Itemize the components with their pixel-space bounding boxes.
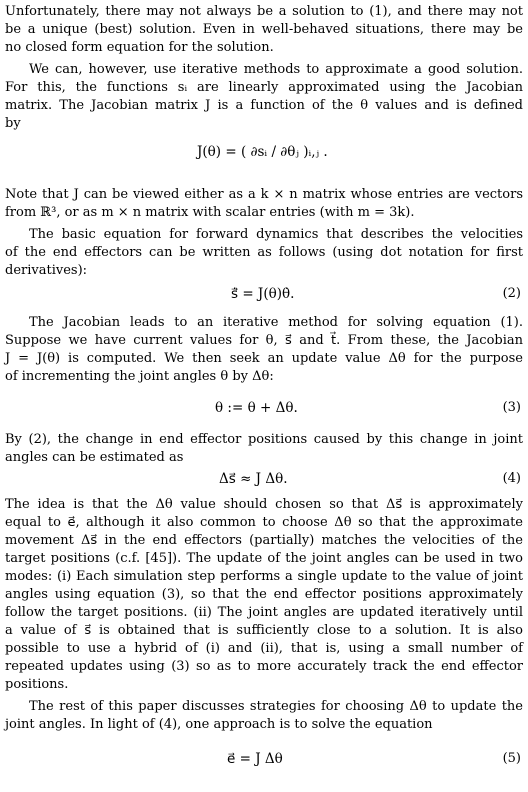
text-line: For this, the functions sᵢ are linearly approximated using the Jacobian — [5, 80, 523, 95]
equation-jacobian — [5, 143, 523, 173]
text-line: a value of s⃗ is obtained that is sufficiently close to a solution. It is also — [5, 623, 523, 638]
text-line: Note that J can be viewed either as a k × n matrix whose entries are vectors — [5, 187, 523, 202]
equation-number: (4) — [502, 471, 521, 486]
equation-5 — [5, 750, 523, 780]
text-line: be a unique (best) solution. Even in well-behaved situations, there may be — [5, 22, 523, 37]
text-line: of incrementing the joint angles θ by Δθ: — [5, 369, 274, 384]
text-line: target positions (c.f. [45]). The update of the joint angles can be used in two — [5, 551, 523, 566]
text-line: We can, however, use iterative methods to approximate a good solution. — [29, 62, 523, 77]
text-line: The idea is that the Δθ value should chosen so that Δs⃗ is approximately — [5, 497, 523, 512]
text-line: of the end effectors can be written as follows (using dot notation for first — [5, 245, 523, 260]
text-line: possible to use a hybrid of (i) and (ii), that is, using a small number of — [5, 641, 523, 656]
equation-body: s⃗̇ = J(θ)θ̇. — [231, 286, 295, 302]
text-line: Suppose we have current values for θ, s⃗ and t⃗. From these, the Jacobian — [5, 333, 523, 348]
text-line: equal to e⃗, although it also common to choose Δθ so that the approximate — [5, 515, 523, 530]
equation-body: Δs⃗ ≈ J Δθ. — [219, 471, 288, 487]
equation-body: J(θ) = ( ∂sᵢ / ∂θⱼ )ᵢ,ⱼ . — [197, 144, 328, 160]
text-line: Unfortunately, there may not always be a solution to (1), and there may not — [5, 4, 523, 19]
text-line: J = J(θ) is computed. We then seek an update value Δθ for the purpose — [5, 351, 523, 366]
text-line: by — [5, 116, 21, 131]
equation-body: e⃗ = J Δθ — [227, 751, 283, 767]
text-line: The basic equation for forward dynamics that describes the velocities — [29, 227, 523, 242]
text-line: The Jacobian leads to an iterative method for solving equation (1). — [29, 315, 523, 330]
text-line: derivatives): — [5, 263, 88, 278]
text-line: positions. — [5, 677, 69, 692]
text-line: The rest of this paper discusses strategies for choosing Δθ to update the — [29, 699, 523, 714]
equation-number: (2) — [502, 286, 521, 301]
equation-body: θ := θ + Δθ. — [215, 400, 298, 416]
text-line: By (2), the change in end effector positions caused by this change in joint — [5, 432, 523, 447]
text-line: follow the target positions. (ii) The joint angles are updated iteratively until — [5, 605, 523, 620]
text-line: modes: (i) Each simulation step performs a single update to the value of joint — [5, 569, 523, 584]
equation-2 — [5, 285, 523, 315]
text-line: angles using equation (3), so that the end effector positions approximately — [5, 587, 523, 602]
text-line: from ℝ³, or as m × n matrix with scalar entries (with m = 3k). — [5, 205, 415, 220]
text-line: repeated updates using (3) so as to more accurately track the end effector — [5, 659, 523, 674]
equation-number: (5) — [502, 751, 521, 766]
equation-3 — [5, 399, 523, 429]
text-line: matrix. The Jacobian matrix J is a function of the θ values and is defined — [5, 98, 523, 113]
equation-number: (3) — [502, 400, 521, 415]
text-line: no closed form equation for the solution. — [5, 40, 274, 55]
text-line: movement Δs⃗ in the end effectors (partially) matches the velocities of the — [5, 533, 523, 548]
text-line: joint angles. In light of (4), one approach is to solve the equation — [5, 717, 433, 732]
text-line: angles can be estimated as — [5, 450, 184, 465]
